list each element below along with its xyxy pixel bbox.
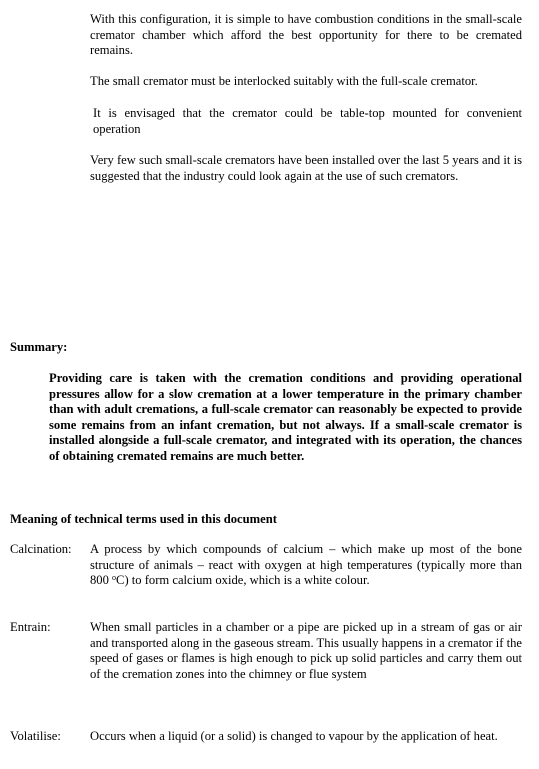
term-label: Entrain:: [10, 620, 51, 634]
summary-heading: Summary:: [10, 340, 68, 354]
terms-heading: Meaning of technical terms used in this document: [10, 512, 277, 526]
term-definition: A process by which compounds of calcium – which make up most of the bone structure of animals – react with oxygen at high temperatures (typically more than 800 $^o$C) to form calcium oxide, which is a white colour.: [90, 542, 522, 588]
paragraph-table-top: It is envisaged that the cremator could be table-top mounted for convenient operation: [93, 106, 522, 136]
term-definition: When small particles in a chamber or a pipe are picked up in a stream of gas or air and transported along in the gaseous stream. This usually happens in a cremator if the speed of gases or flames is high enough to pick up solid particles and carry them out of the cremation zones into the chimney or flue system: [90, 620, 522, 681]
term-label: Calcination:: [10, 542, 72, 556]
paragraph-interlock: The small cremator must be interlocked suitably with the full-scale cremator.: [90, 74, 478, 88]
paragraph-installations: Very few such small-scale cremators have been installed over the last 5 years and it is suggested that the industry could look again at the use of such cremators.: [90, 153, 522, 183]
term-label: Volatilise:: [10, 729, 61, 743]
degree-symbol: o: [112, 573, 117, 583]
term-definition: Occurs when a liquid (or a solid) is changed to vapour by the application of heat.: [90, 729, 498, 743]
paragraph-configuration: With this configuration, it is simple to have combustion conditions in the small-scale cremator chamber which afford the best opportunity for there to be cremated remains.: [90, 12, 522, 58]
summary-body: Providing care is taken with the cremation conditions and providing operational pressures allow for a slow cremation at a lower temperature in the primary chamber than with adult cremations, a full-scale cremator can reasonably be expected to provide some remains from an infant cremation, but not always. If a small-scale cremator is installed alongside a full-scale cremator, and integrated with its operation, the chances of obtaining cremated remains are much better.: [49, 371, 522, 463]
